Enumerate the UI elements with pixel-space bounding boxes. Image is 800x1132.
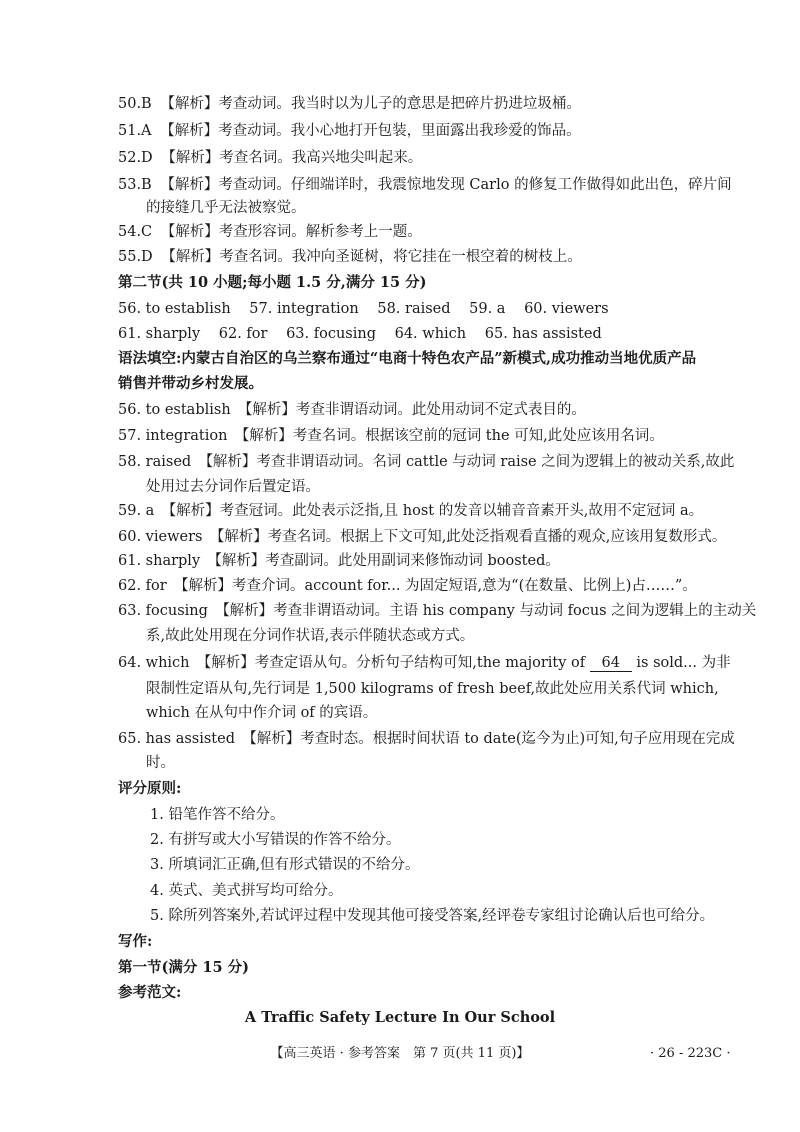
grammar-passage-title: 语法填空:内蒙古自治区的乌兰察布通过“电商十特色农产品”新模式,成功推动当地优质产品: [118, 350, 697, 367]
answer-item-55: 55.D 【解析】考查名词。我冲向圣诞树，将它挂在一根空着的树枝上。: [118, 249, 582, 265]
answers-row-56-60: 56. to establish 57. integration 58. raised 59. a 60. viewers: [118, 301, 609, 317]
answer-item-51: 51.A 【解析】考查动词。我小心地打开包装，里面露出我珍爱的饰品。: [118, 123, 581, 139]
explanation-58-continued: 处用过去分词作后置定语。: [146, 479, 320, 495]
scoring-heading: 评分原则:: [118, 780, 182, 797]
explanation-63: 63. focusing 【解析】考查非谓语动词。主语 his company 与动词 focus 之间为逻辑上的主动关: [118, 603, 757, 619]
answer-item-53-continued: 的接缝几乎无法被察觉。: [146, 200, 306, 216]
explanation-62: 62. for 【解析】考查介词。account for... 为固定短语,意为“(在数量、比例上)占……”。: [118, 578, 697, 594]
explanation-56: 56. to establish 【解析】考查非谓语动词。此处用动词不定式表目的。: [118, 402, 586, 418]
page-footer: 【高三英语 · 参考答案 第 7 页(共 11 页)】: [270, 1046, 530, 1061]
explanation-60: 60. viewers 【解析】考查名词。根据上下文可知,此处泛指观看直播的观众,应该用复数形式。: [118, 529, 727, 545]
section2-heading: 第二节(共 10 小题;每小题 1.5 分,满分 15 分): [118, 274, 427, 291]
answers-row-61-65: 61. sharply 62. for 63. focusing 64. which 65. has assisted: [118, 326, 602, 342]
scoring-rule-2: 2. 有拼写或大小写错误的作答不给分。: [150, 832, 401, 848]
explanation-59: 59. a 【解析】考查冠词。此处表示泛指,且 host 的发音以辅音音素开头,故用不定冠词 a。: [118, 503, 704, 519]
answer-item-54: 54.C 【解析】考查形容词。解析参考上一题。: [118, 224, 422, 240]
writing-heading: 写作:: [118, 933, 153, 950]
explanation-64: 64. which 【解析】考查定语从句。分析句子结构可知,the majority of 64 is sold... 为非: [118, 655, 731, 671]
explanation-57: 57. integration 【解析】考查名词。根据该空前的冠词 the 可知,此处应该用名词。: [118, 428, 664, 444]
answer-item-53: 53.B 【解析】考查动词。仔细端详时，我震惊地发现 Carlo 的修复工作做得如此出色，碎片间: [118, 177, 732, 193]
explanation-65: 65. has assisted 【解析】考查时态。根据时间状语 to date(迄今为止)可知,句子应用现在完成: [118, 731, 735, 747]
answer-item-50: 50.B 【解析】考查动词。我当时以为儿子的意思是把碎片扔进垃圾桶。: [118, 96, 581, 112]
explanation-63-continued: 系,故此处用现在分词作状语,表示伴随状态或方式。: [146, 628, 475, 644]
sample-essay-heading: 参考范文:: [118, 984, 182, 1001]
grammar-passage-title-continued: 销售并带动乡村发展。: [118, 375, 263, 392]
scoring-rule-5: 5. 除所列答案外,若试评过程中发现其他可接受答案,经评卷专家组讨论确认后也可给分。: [150, 908, 715, 924]
scoring-rule-4: 4. 英式、美式拼写均可给分。: [150, 883, 343, 899]
essay-title: A Traffic Safety Lecture In Our School: [244, 1009, 556, 1026]
scoring-rule-3: 3. 所填词汇正确,但有形式错误的不给分。: [150, 857, 420, 873]
page-code: · 26 - 223C ·: [650, 1046, 731, 1061]
explanation-65-continued: 时。: [146, 755, 175, 771]
explanation-58: 58. raised 【解析】考查非谓语动词。名词 cattle 与动词 raise 之间为逻辑上的被动关系,故此: [118, 454, 735, 470]
explanation-61: 61. sharply 【解析】考查副词。此处用副词来修饰动词 boosted。: [118, 553, 560, 569]
explanation-64-continued-2: which 在从句中作介词 of 的宾语。: [146, 705, 378, 721]
explanation-64-continued: 限制性定语从句,先行词是 1,500 kilograms of fresh beef,故此处应用关系代词 which,: [146, 681, 719, 697]
blank-64: 64: [590, 655, 632, 672]
answer-item-52: 52.D 【解析】考查名词。我高兴地尖叫起来。: [118, 150, 423, 166]
scoring-rule-1: 1. 铅笔作答不给分。: [150, 807, 285, 823]
writing-section-heading: 第一节(满分 15 分): [118, 959, 249, 976]
